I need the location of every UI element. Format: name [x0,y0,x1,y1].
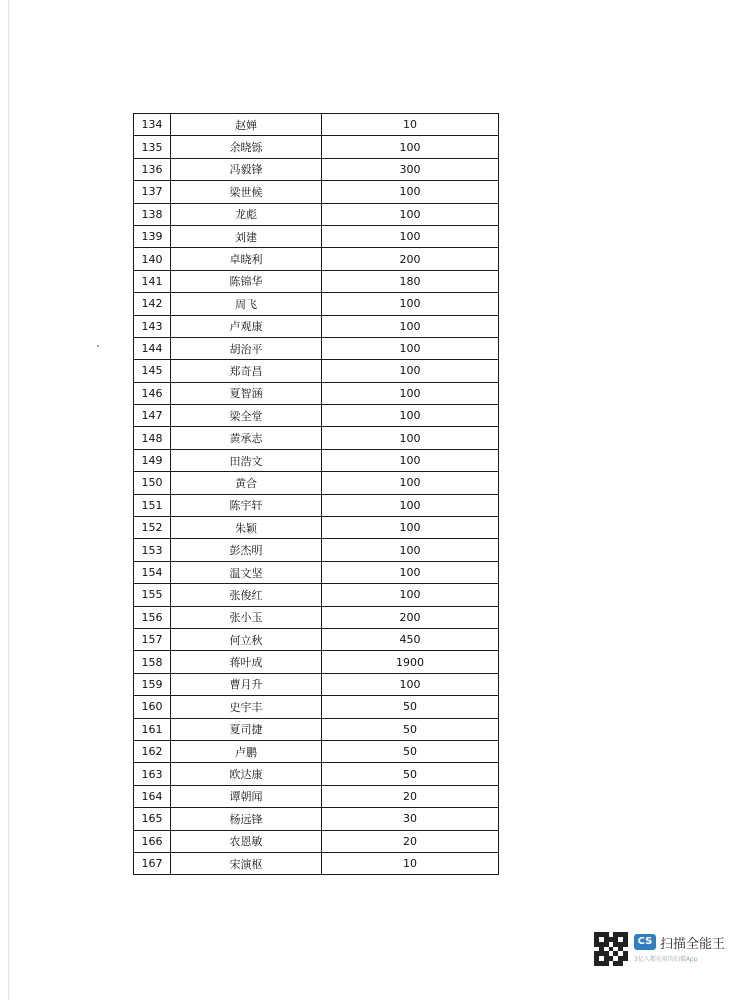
row-amount: 100 [322,539,499,561]
row-amount: 50 [322,740,499,762]
row-number: 137 [134,181,171,203]
row-number: 152 [134,517,171,539]
row-name: 杨远锋 [171,808,322,830]
table-row [134,539,499,561]
row-number: 164 [134,785,171,807]
row-name: 黄承志 [171,427,322,449]
row-name: 刘建 [171,225,322,247]
table-row [134,763,499,785]
row-number: 146 [134,382,171,404]
row-name: 卢观康 [171,315,322,337]
page-edge-line [8,0,9,1000]
row-name: 温文坚 [171,561,322,583]
row-name: 张小玉 [171,606,322,628]
table-row [134,382,499,404]
table-row [134,225,499,247]
table-row [134,472,499,494]
row-number: 149 [134,449,171,471]
table-row [134,561,499,583]
row-number: 136 [134,158,171,180]
table-row [134,606,499,628]
row-name: 彭杰明 [171,539,322,561]
row-number: 144 [134,337,171,359]
row-name: 周飞 [171,293,322,315]
row-number: 165 [134,808,171,830]
row-amount: 100 [322,360,499,382]
row-number: 143 [134,315,171,337]
table-row [134,337,499,359]
table-row [134,449,499,471]
row-name: 赵婵 [171,114,322,136]
table-row [134,158,499,180]
row-number: 153 [134,539,171,561]
row-amount: 1900 [322,651,499,673]
row-amount: 10 [322,852,499,874]
row-amount: 50 [322,696,499,718]
row-number: 167 [134,852,171,874]
row-name: 梁世候 [171,181,322,203]
row-name: 黄合 [171,472,322,494]
row-name: 谭朝闻 [171,785,322,807]
row-amount: 100 [322,517,499,539]
table-row [134,651,499,673]
row-number: 138 [134,203,171,225]
row-amount: 100 [322,337,499,359]
table-row [134,830,499,852]
table-row [134,181,499,203]
row-name: 龙彪 [171,203,322,225]
row-amount: 100 [322,203,499,225]
row-number: 162 [134,740,171,762]
row-number: 151 [134,494,171,516]
table-row [134,808,499,830]
row-amount: 100 [322,494,499,516]
row-name: 史宇丰 [171,696,322,718]
row-name: 农恩敏 [171,830,322,852]
watermark-title: 扫描全能王 [660,937,726,952]
scan-speck [97,345,99,347]
row-number: 145 [134,360,171,382]
row-number: 156 [134,606,171,628]
row-amount: 100 [322,449,499,471]
row-amount: 100 [322,561,499,583]
row-amount: 10 [322,114,499,136]
table-row [134,405,499,427]
table-row [134,785,499,807]
table-row [134,360,499,382]
row-number: 139 [134,225,171,247]
row-name: 夏司捷 [171,718,322,740]
row-amount: 100 [322,225,499,247]
table-row [134,427,499,449]
row-name: 朱颖 [171,517,322,539]
row-name: 蒋叶成 [171,651,322,673]
row-name: 何立秋 [171,628,322,650]
row-amount: 50 [322,718,499,740]
row-number: 159 [134,673,171,695]
row-number: 166 [134,830,171,852]
row-name: 曹月升 [171,673,322,695]
table-row [134,696,499,718]
row-amount: 100 [322,136,499,158]
table-row [134,494,499,516]
table-row [134,270,499,292]
row-number: 163 [134,763,171,785]
row-amount: 20 [322,830,499,852]
row-name: 郑奇昌 [171,360,322,382]
row-amount: 100 [322,673,499,695]
row-amount: 100 [322,293,499,315]
row-amount: 180 [322,270,499,292]
row-number: 160 [134,696,171,718]
qr-module [623,961,628,966]
row-name: 冯毅锋 [171,158,322,180]
row-number: 157 [134,628,171,650]
table-row [134,673,499,695]
row-name: 余晓铄 [171,136,322,158]
row-number: 148 [134,427,171,449]
row-number: 140 [134,248,171,270]
table-row [134,852,499,874]
row-amount: 100 [322,405,499,427]
row-name: 卓晓利 [171,248,322,270]
row-number: 147 [134,405,171,427]
row-name: 田浩文 [171,449,322,471]
row-number: 154 [134,561,171,583]
row-name: 陈锦华 [171,270,322,292]
row-amount: 200 [322,248,499,270]
row-name: 宋演枢 [171,852,322,874]
scanner-watermark [594,932,724,968]
row-number: 142 [134,293,171,315]
row-name: 陈宇轩 [171,494,322,516]
watermark-subtitle: 3亿人都在用的扫描App [634,956,698,963]
row-amount: 300 [322,158,499,180]
table-row [134,740,499,762]
donation-table-body [134,114,499,875]
row-amount: 100 [322,584,499,606]
table-row [134,114,499,136]
row-amount: 450 [322,628,499,650]
table-row [134,293,499,315]
row-number: 161 [134,718,171,740]
row-amount: 100 [322,427,499,449]
row-number: 158 [134,651,171,673]
table-row [134,718,499,740]
table-row [134,248,499,270]
row-amount: 100 [322,315,499,337]
row-number: 141 [134,270,171,292]
row-amount: 100 [322,472,499,494]
qr-code-icon [594,932,628,966]
row-name: 梁全堂 [171,405,322,427]
row-name: 张俊红 [171,584,322,606]
row-amount: 30 [322,808,499,830]
row-amount: 20 [322,785,499,807]
row-amount: 100 [322,181,499,203]
row-name: 胡治平 [171,337,322,359]
row-amount: 50 [322,763,499,785]
row-number: 135 [134,136,171,158]
table-row [134,517,499,539]
row-name: 夏智涵 [171,382,322,404]
table-row [134,584,499,606]
table-row [134,315,499,337]
table-row [134,203,499,225]
table-row [134,136,499,158]
row-number: 150 [134,472,171,494]
donation-table [133,113,499,875]
row-amount: 200 [322,606,499,628]
row-amount: 100 [322,382,499,404]
table-row [134,628,499,650]
row-number: 134 [134,114,171,136]
row-number: 155 [134,584,171,606]
row-name: 卢鹏 [171,740,322,762]
camscanner-logo: CS [634,934,656,950]
row-name: 欧达康 [171,763,322,785]
